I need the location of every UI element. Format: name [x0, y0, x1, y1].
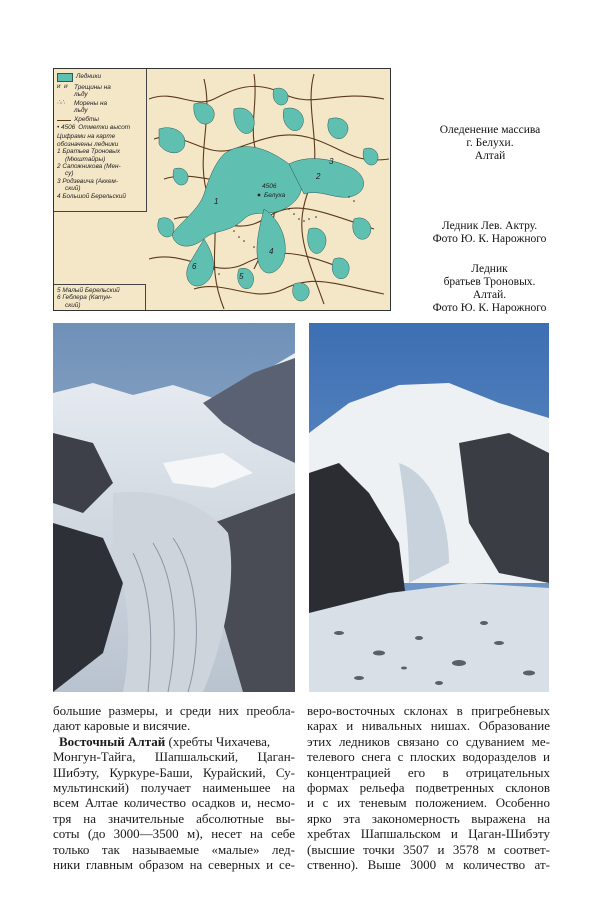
map-legend-bottom — [54, 284, 146, 310]
caption-line: г. Белухи. — [466, 137, 514, 149]
legend-item: ский) — [65, 185, 81, 193]
caption-line: Фото Ю. К. Нарожного — [432, 233, 547, 245]
text-line: только так называемые «малые» лед- — [53, 841, 295, 857]
caption-line: Оледенение массива — [439, 124, 541, 136]
legend-item: (Мюштайры) — [65, 155, 106, 163]
map-legend — [54, 69, 147, 212]
text-line: соты (до 3000—3500 м), несет на себе — [53, 826, 295, 842]
legend-item: 5 Малый Берельский — [57, 287, 120, 294]
glacier-number: 4 — [269, 247, 274, 256]
text-line: Шибэту, Куркуре-Баши, Курайский, Су- — [53, 764, 295, 780]
text-line: тря на значительные абсолютные вы- — [53, 810, 295, 826]
legend-note-2: обозначены ледники — [57, 140, 119, 148]
photo-glacier-aktru — [53, 323, 295, 692]
legend-moraines: Морены на — [74, 99, 108, 107]
caption-line: Ледник — [471, 263, 508, 275]
legend-item: 1 Братьев Троновых — [57, 148, 121, 156]
legend-moraines-2: льду — [74, 107, 88, 115]
glacier-number: 5 — [239, 272, 244, 281]
text-column-right — [307, 703, 550, 872]
legend-heights: Отметки высот — [78, 124, 131, 132]
text-line: всем Алтае количество осадков и, несмо- — [53, 795, 295, 811]
caption-line: Ледник Лев. Актру. — [441, 220, 538, 232]
map-caption — [420, 124, 560, 163]
peak-marker — [258, 194, 261, 197]
caption-line: Алтай — [474, 150, 506, 162]
peak-name-label: Белуха — [264, 192, 286, 199]
moraines-swatch: ∴∴ — [57, 99, 65, 106]
text-line: ственно). Выше 3000 м количество ат- — [307, 856, 550, 872]
legend-item: ский) — [65, 301, 81, 309]
legend-cracks: Трещины на — [74, 84, 111, 91]
text-line: хребтах Шапшальском и Цаган-Шибэту — [307, 826, 550, 842]
text-line: мультинский) получает наименьшее на — [53, 779, 295, 795]
legend-ridges: Хребты — [74, 115, 99, 123]
text-line: (высшие точки 3507 и 3578 м соответ- — [307, 841, 550, 857]
text-line: этих ледников связано со сдуванием ме- — [307, 733, 550, 749]
legend-item: 6 Геблера (Катун- — [57, 294, 113, 302]
legend-item: 3 Родзевича (Аккем- — [57, 177, 119, 185]
caption-line: братьев Троновых. — [443, 276, 536, 288]
glaciation-map — [53, 68, 391, 311]
caption-line: Алтай. — [472, 289, 507, 301]
glacier-swatch — [57, 73, 73, 82]
ridge-swatch — [57, 116, 71, 121]
text-line: дают каровые и висячие. — [53, 718, 191, 734]
text-line: телевого снега с плоских водоразделов и — [307, 749, 550, 765]
text-line: концентрацией его в отрицательных — [307, 764, 550, 780]
photo1-caption — [412, 220, 567, 246]
glacier-number: 6 — [192, 262, 197, 271]
legend-item: су) — [65, 170, 74, 178]
legend-heights-symbol: • 4506 — [57, 124, 76, 132]
glacier-number: 3 — [329, 157, 334, 166]
legend-item: 4 Большой Берельский — [57, 192, 126, 200]
text-fragment: (хребты Чихачева, — [165, 733, 271, 749]
legend-item: 2 Сапожникова (Мен- — [57, 163, 121, 171]
text-line: веро-восточных склонах в пригребневых — [307, 703, 550, 718]
text-line: Монгун-Тайга, Шапшальский, Цаган- — [53, 749, 295, 765]
glacier-number: 1 — [214, 197, 219, 206]
text-line: формах рельефа подветренных склонов — [307, 779, 550, 795]
photo2-caption — [412, 263, 567, 315]
glacier-number: 2 — [316, 172, 321, 181]
text-line-heading — [53, 734, 295, 749]
text-line: ярко эта закономерность выражена на — [307, 810, 550, 826]
text-column-left — [53, 703, 295, 872]
legend-note-1: Цифрами на карте — [57, 133, 116, 141]
heading-eastern-altai: Восточный Алтай — [59, 733, 166, 749]
peak-height-label: 4506 — [262, 183, 277, 190]
caption-line: Фото Ю. К. Нарожного — [432, 302, 547, 314]
text-line: большие размеры, и среди них преобла- — [53, 703, 295, 718]
text-line: и с их теневым положением. Особенно — [307, 795, 550, 811]
legend-glaciers: Ледники — [76, 73, 102, 80]
legend-cracks-2: льду — [74, 91, 88, 99]
photo-glacier-tronov — [309, 323, 549, 692]
cracks-swatch: ᴎ ᴎ — [57, 84, 69, 90]
text-line: карах и нивальных нишах. Образование — [307, 718, 550, 734]
text-line: ники главным образом на северных и се- — [53, 856, 295, 872]
